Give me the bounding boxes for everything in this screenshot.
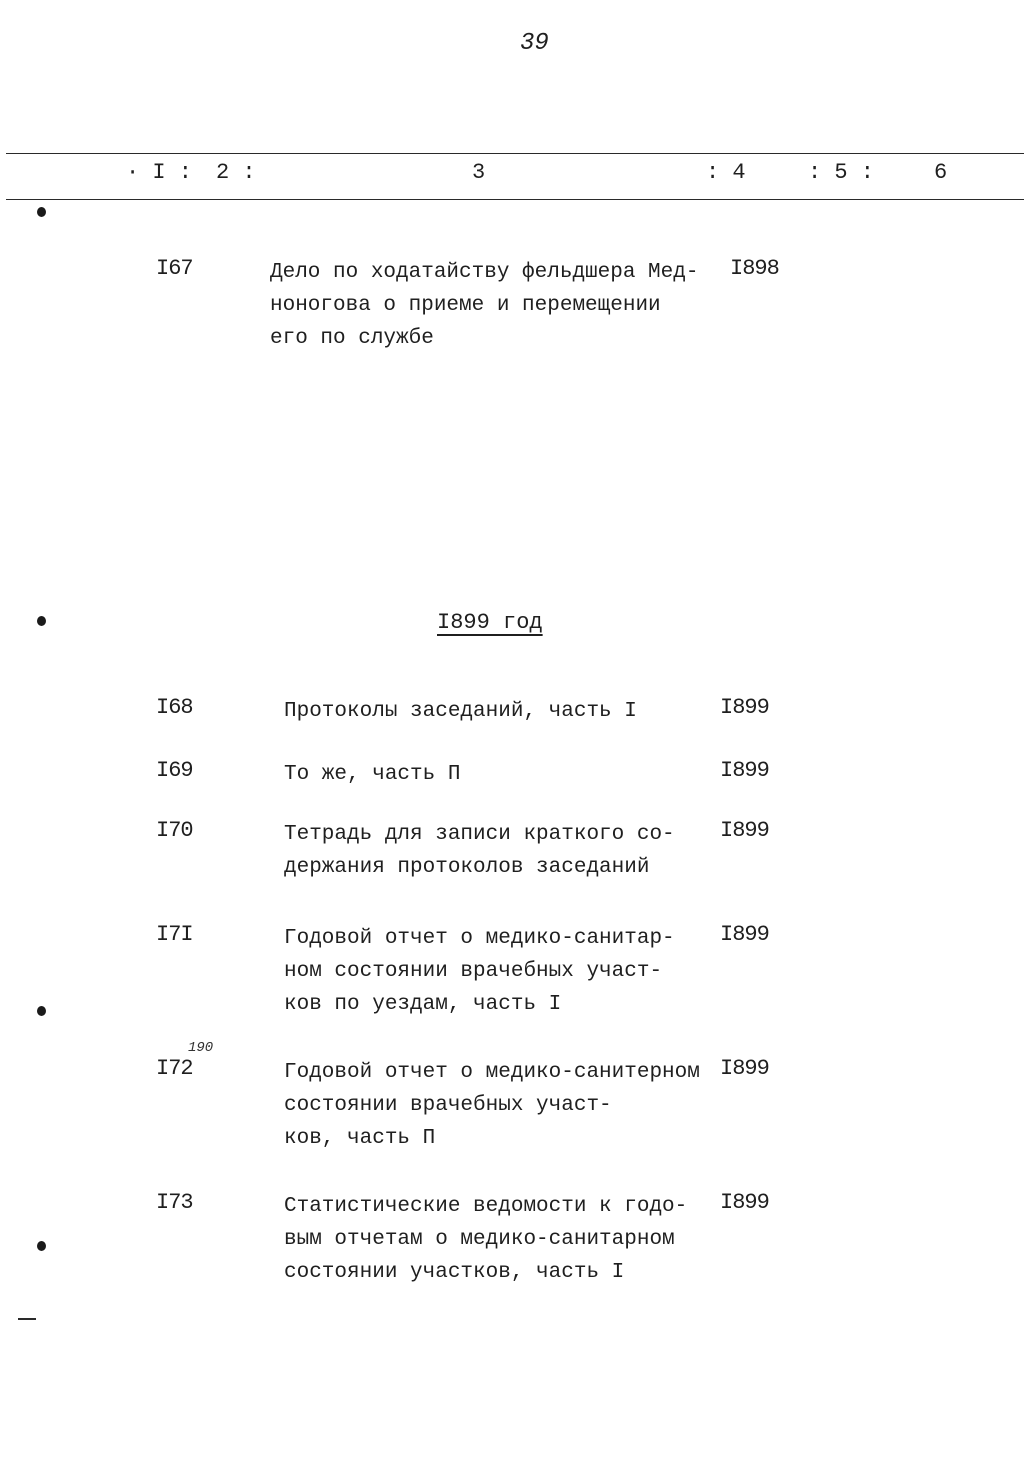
header-col-3: 3: [472, 160, 486, 185]
entry-date: I899: [720, 818, 769, 843]
table-header-top-rule: [6, 153, 1024, 154]
header-col-1: · I :: [126, 160, 193, 185]
table-header: [0, 160, 1024, 190]
header-col-2: 2 :: [216, 160, 256, 185]
entry-description: Статистические ведомости к годо- вым отчетам о медико-санитарном состоянии участков, часть I: [284, 1195, 688, 1284]
entry-date: I899: [720, 1190, 769, 1215]
entry-description: Протоколы заседаний, часть I: [284, 700, 637, 723]
header-col-6: 6: [934, 160, 948, 185]
entry-number: I68: [156, 695, 193, 720]
entry-number: I69: [156, 758, 193, 783]
margin-mark: [18, 1318, 36, 1320]
entry-description: Годовой отчет о медико-санитар- ном состоянии врачебных участ- ков по уездам, часть I: [284, 927, 675, 1016]
page-number: 39: [520, 30, 549, 57]
entry-number: I7I: [156, 922, 193, 947]
entry-number: I70: [156, 818, 193, 843]
entry-date: I899: [720, 922, 769, 947]
binder-hole: [37, 1006, 46, 1016]
header-col-5: : 5 :: [808, 160, 875, 185]
binder-hole: [37, 1241, 46, 1251]
header-col-4: : 4: [706, 160, 746, 185]
binder-hole: [37, 616, 46, 626]
entry-description: Годовой отчет о медико-санитерном состоянии врачебных участ- ков, часть П: [284, 1061, 700, 1150]
entry-number: I67: [156, 256, 193, 281]
binder-hole: [37, 207, 46, 217]
section-heading-1899: I899 год: [437, 610, 543, 635]
entry-description: Тетрадь для записи краткого со- держания протоколов заседаний: [284, 823, 675, 879]
entry-number: I72: [156, 1056, 193, 1081]
entry-description: Дело по ходатайству фельдшера Мед- ноногова о приеме и перемещении его по службе: [270, 261, 699, 350]
entry-date: I899: [720, 758, 769, 783]
handwritten-note: 190: [188, 1040, 214, 1056]
entry-date: I898: [730, 256, 779, 281]
entry-date: I899: [720, 695, 769, 720]
table-header-bottom-rule: [6, 199, 1024, 200]
entry-description: То же, часть П: [284, 763, 461, 786]
entry-date: I899: [720, 1056, 769, 1081]
entry-number: I73: [156, 1190, 193, 1215]
